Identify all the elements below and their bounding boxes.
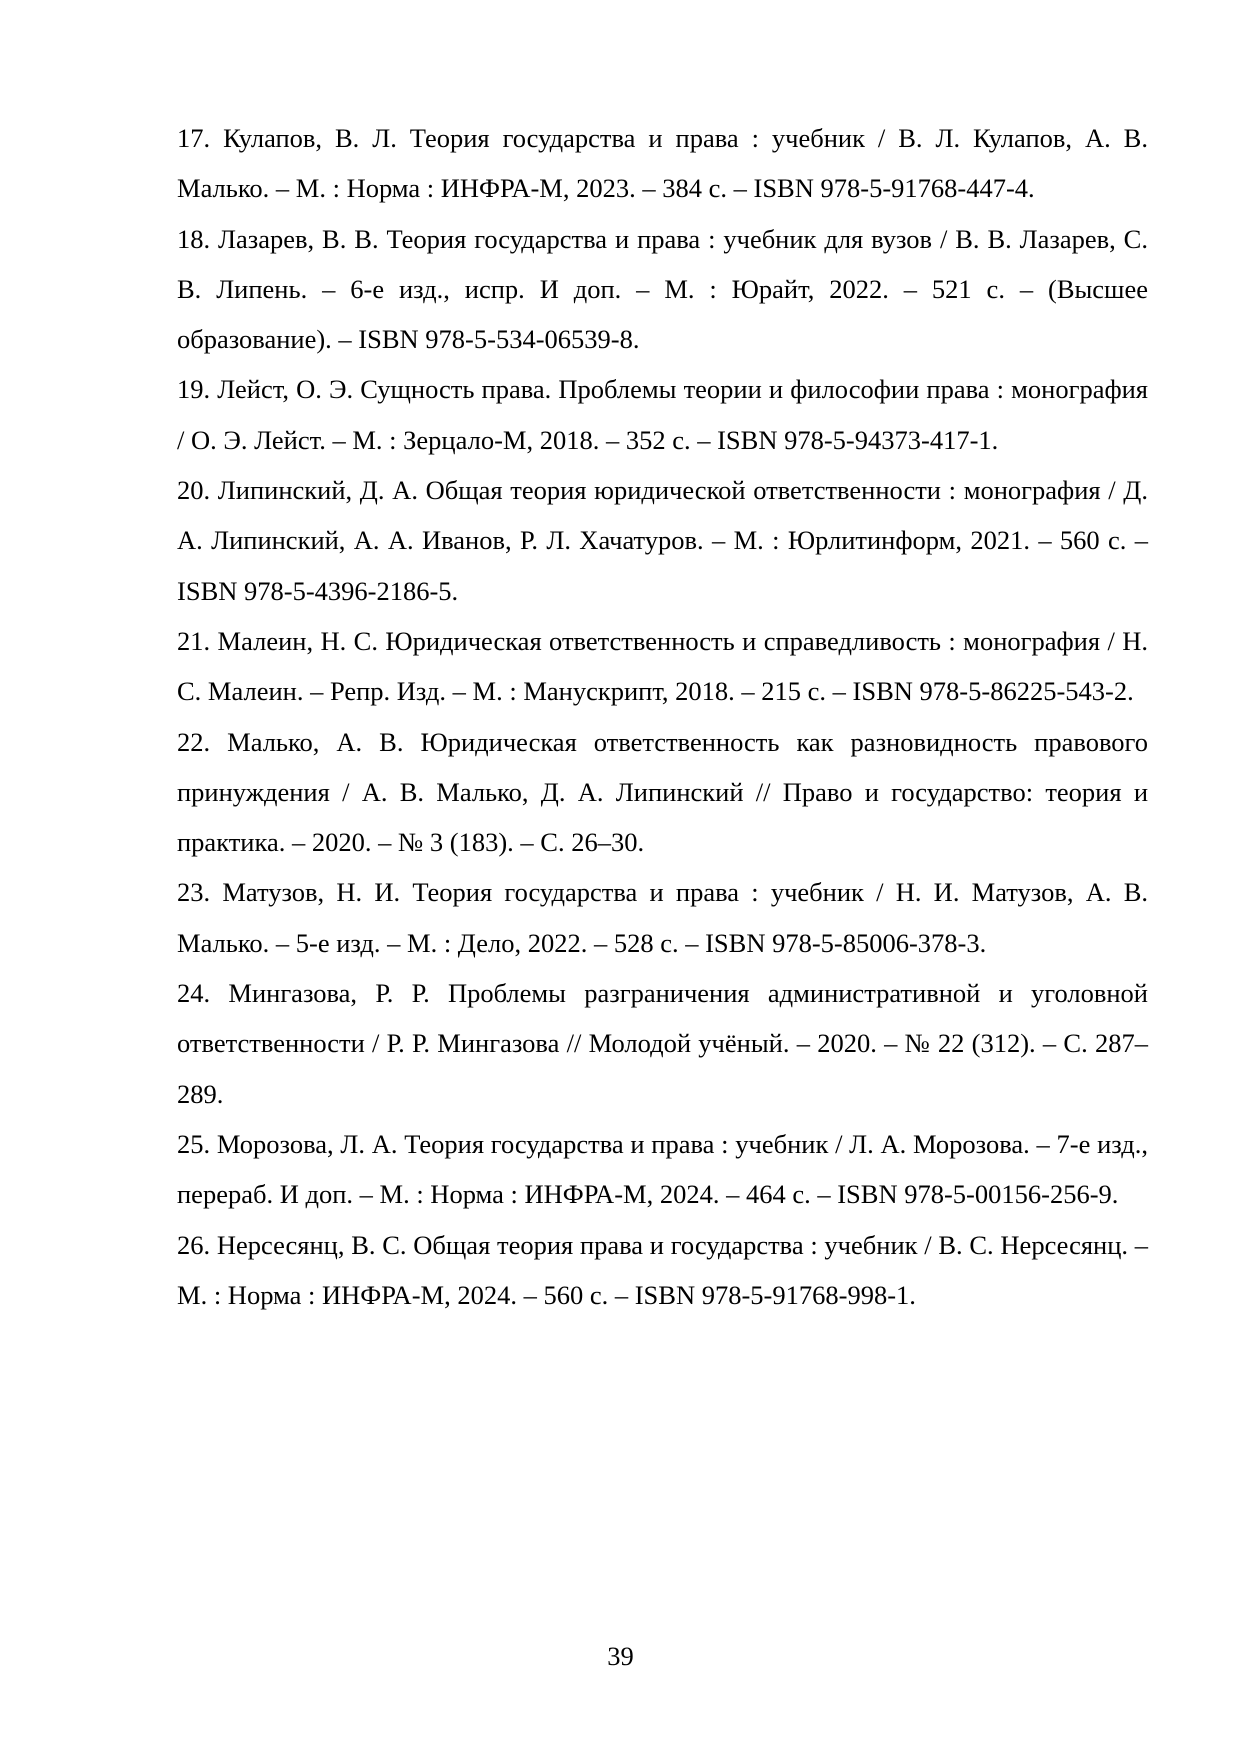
page-number: 39 <box>607 1641 634 1671</box>
reference-entry-20: 20. Липинский, Д. А. Общая теория юридической ответственности : монография / Д. А. Липинский, А. А. Иванов, Р. Л. Хачатуров. – М. : Юрлитинформ, 2021. – 560 с. – ISBN 978-5-4396-2186-5. <box>177 475 1148 606</box>
reference-entry-17: 17. Кулапов, В. Л. Теория государства и права : учебник / В. Л. Кулапов, А. В. Малько. – М. : Норма : ИНФРА-М, 2023. – 384 с. – ISBN 978-5-91768-447-4. <box>177 123 1148 204</box>
reference-entry-24: 24. Мингазова, Р. Р. Проблемы разграничения административной и уголовной ответственности / Р. Р. Мингазова // Молодой учёный. – 2020. – № 22 (312). – С. 287–289. <box>177 978 1148 1109</box>
reference-entry-19: 19. Лейст, О. Э. Сущность права. Проблемы теории и философии права : монография / О. Э. Лейст. – М. : Зерцало-М, 2018. – 352 с. – ISBN 978-5-94373-417-1. <box>177 374 1148 455</box>
reference-entry-18: 18. Лазарев, В. В. Теория государства и права : учебник для вузов / В. В. Лазарев, С. В. Липень. – 6-е изд., испр. И доп. – М. : Юрайт, 2022. – 521 с. – (Высшее образование). – ISBN 978-5-534-06539-8. <box>177 223 1148 355</box>
reference-entry-23: 23. Матузов, Н. И. Теория государства и права : учебник / Н. И. Матузов, А. В. Малько. – 5-е изд. – М. : Дело, 2022. – 528 с. – ISBN 978-5-85006-378-3. <box>177 877 1148 958</box>
reference-entry-21: 21. Малеин, Н. С. Юридическая ответственность и справедливость : монография / Н. С. Малеин. – Репр. Изд. – М. : Манускрипт, 2018. – 215 с. – ISBN 978-5-86225-543-2. <box>177 625 1148 707</box>
reference-entry-25: 25. Морозова, Л. А. Теория государства и права : учебник / Л. А. Морозова. – 7-е изд., перераб. И доп. – М. : Норма : ИНФРА-М, 2024. – 464 с. – ISBN 978-5-00156-256-9. <box>177 1128 1148 1210</box>
reference-entry-26: 26. Нерсесянц, В. С. Общая теория права и государства : учебник / В. С. Нерсесянц. – М. : Норма : ИНФРА-М, 2024. – 560 с. – ISBN 978-5-91768-998-1. <box>177 1229 1148 1310</box>
reference-list <box>177 113 1148 1320</box>
reference-entry-22: 22. Малько, А. В. Юридическая ответственность как разновидность правового принуждения / А. В. Малько, Д. А. Липинский // Право и государство: теория и практика. – 2020. – № 3 (183). – С. 26–30. <box>177 726 1148 858</box>
